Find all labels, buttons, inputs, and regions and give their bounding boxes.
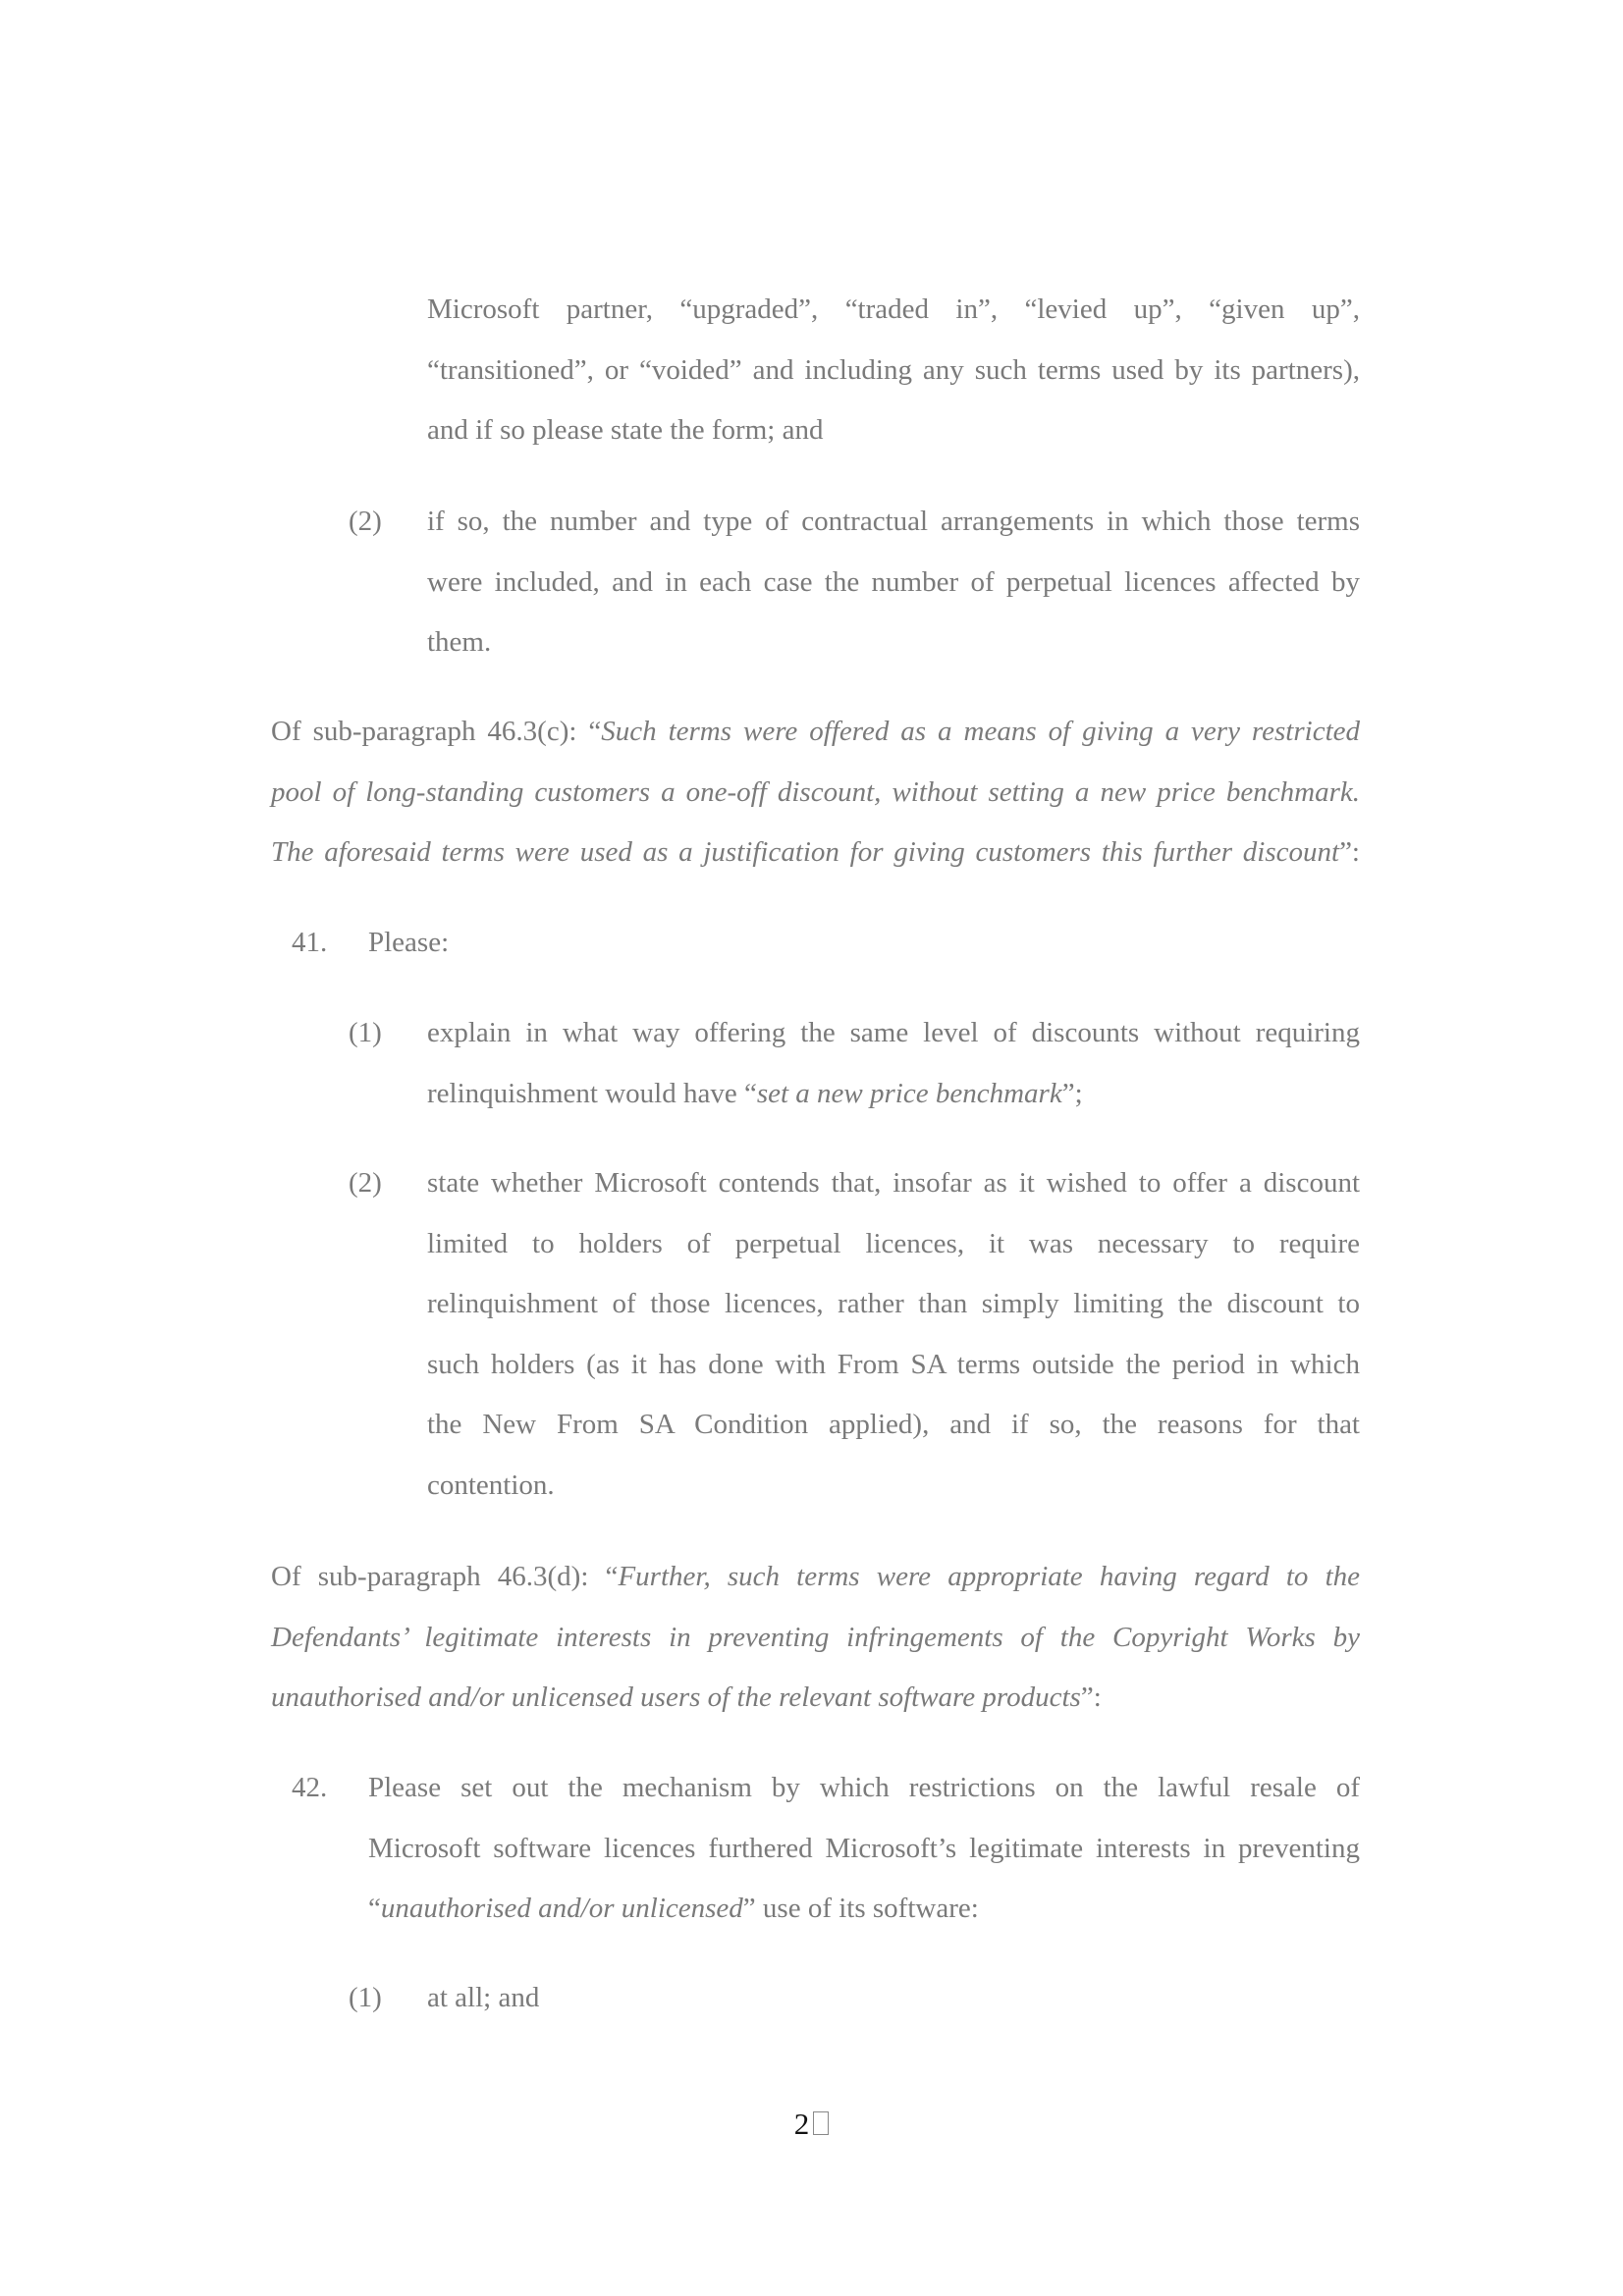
text-line	[271, 1608, 1360, 1669]
text-line: “transitioned”, or “voided” and including any such terms used by its partners),	[427, 353, 1360, 386]
page-number	[0, 2101, 1623, 2148]
quoted-text: The aforesaid terms were used as a justification for giving customers this further discount	[271, 836, 1340, 868]
heading-suffix: ”:	[1080, 1682, 1102, 1713]
paragraph-number: 41.	[292, 927, 328, 958]
text-line	[427, 1064, 1360, 1125]
text-line: and if so please state the form; and	[427, 414, 824, 446]
sub-item-label: (2)	[349, 506, 382, 537]
text-line	[271, 702, 1360, 763]
quoted-text: unauthorised and/or unlicensed	[380, 1893, 743, 1924]
sub-item-paragraph	[427, 492, 1360, 673]
text-line: such holders (as it has done with From SA terms outside the period in which	[427, 1348, 1360, 1380]
text-line: contention.	[427, 1468, 555, 1501]
text-line	[271, 1547, 1360, 1608]
sub-item-text: at all; and	[427, 1982, 540, 2013]
text-line	[271, 1668, 1360, 1729]
text-line: explain in what way offering the same level of discounts without requiring	[427, 1017, 1360, 1048]
page-number-value: 2	[793, 2107, 810, 2141]
text-run: relinquishment would have “	[427, 1077, 757, 1109]
quoted-text: pool of long-standing customers a one-off discount, without setting a new price benchmark.	[271, 775, 1360, 808]
sub-item-label: (1)	[349, 1982, 382, 2013]
text-run: ”;	[1061, 1077, 1083, 1109]
text-line: Microsoft software licences furthered Microsoft’s legitimate interests in preventing	[368, 1832, 1360, 1864]
text-line: state whether Microsoft contends that, insofar as it wished to offer a discount	[427, 1167, 1360, 1199]
text-line: relinquishment of those licences, rather than simply limiting the discount to	[427, 1288, 1360, 1319]
text-run: ” use of its software:	[742, 1893, 979, 1924]
quoted-text: Further, such terms were appropriate having regard to the	[618, 1561, 1360, 1592]
quoted-text: Such terms were offered as a means of giving a very restricted	[601, 716, 1360, 747]
section-heading-46-3-c	[271, 702, 1360, 883]
sub-item-label: (2)	[349, 1167, 382, 1199]
text-line: limited to holders of perpetual licences, it was necessary to require	[427, 1227, 1360, 1259]
text-line: Microsoft partner, “upgraded”, “traded in”, “levied up”, “given up”,	[427, 294, 1360, 325]
sub-item-label: (1)	[349, 1017, 382, 1048]
continuation-paragraph	[427, 280, 1360, 461]
quoted-text: set a new price benchmark	[756, 1077, 1062, 1109]
heading-prefix: Of sub-paragraph 46.3(c): “	[271, 716, 602, 747]
text-line: the New From SA Condition applied), and if so, the reasons for that	[427, 1409, 1360, 1440]
sub-item-paragraph	[427, 1003, 1360, 1124]
text-run: “	[368, 1893, 381, 1924]
heading-prefix: Of sub-paragraph 46.3(d): “	[271, 1561, 619, 1592]
paragraph-text: Please:	[368, 927, 450, 958]
paragraph-42	[368, 1758, 1360, 1940]
text-line: were included, and in each case the number of perpetual licences affected by	[427, 565, 1360, 598]
heading-suffix: ”:	[1339, 836, 1360, 868]
text-line	[271, 823, 1360, 883]
sub-item-paragraph	[427, 1153, 1360, 1516]
text-line: Please set out the mechanism by which restrictions on the lawful resale of	[368, 1772, 1360, 1803]
text-line: them.	[427, 626, 492, 658]
section-heading-46-3-d	[271, 1547, 1360, 1729]
quoted-text: Defendants’ legitimate interests in preventing infringements of the Copyright Works by	[271, 1621, 1360, 1653]
text-line: if so, the number and type of contractual arrangements in which those terms	[427, 506, 1360, 537]
quoted-text: unauthorised and/or unlicensed users of the relevant software products	[271, 1682, 1081, 1713]
paragraph-number: 42.	[292, 1772, 328, 1803]
text-line	[271, 763, 1360, 824]
missing-glyph-icon	[813, 2111, 829, 2135]
text-line	[368, 1879, 1360, 1940]
